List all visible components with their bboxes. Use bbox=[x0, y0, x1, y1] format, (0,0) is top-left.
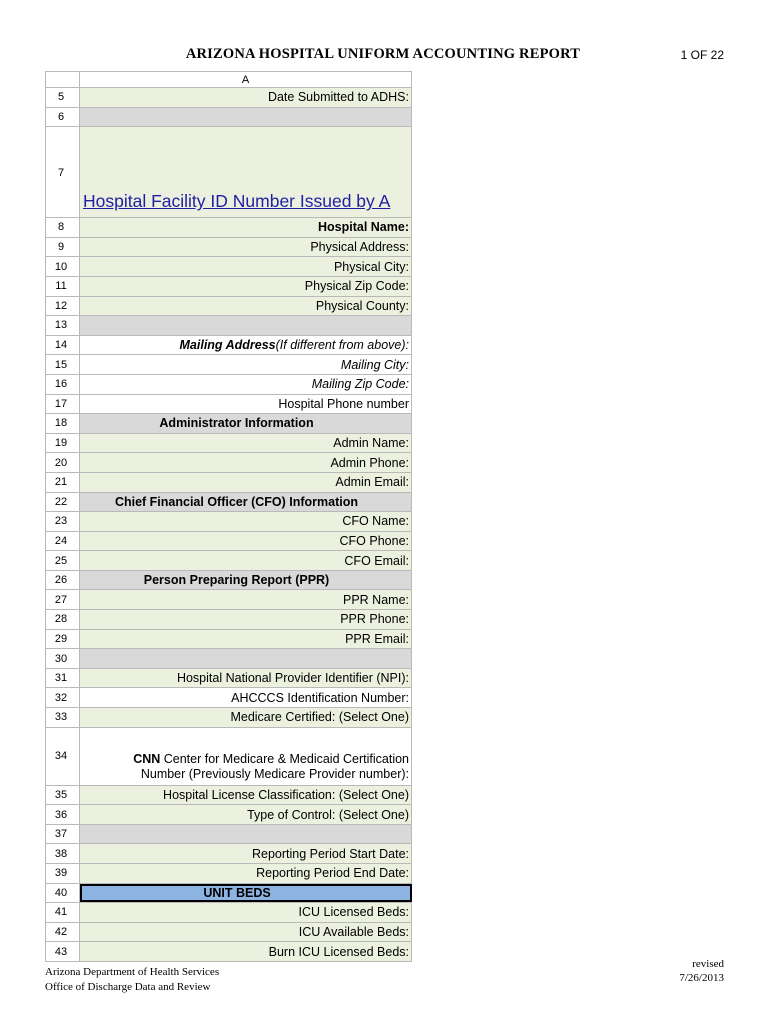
admin-phone-label[interactable]: Admin Phone: bbox=[80, 453, 412, 472]
burn-icu-licensed-beds-label[interactable]: Burn ICU Licensed Beds: bbox=[80, 942, 412, 961]
row-number: 22 bbox=[45, 493, 80, 512]
row-9 bbox=[45, 238, 412, 258]
row-number: 18 bbox=[45, 414, 80, 433]
row-6 bbox=[45, 108, 412, 128]
physical-city-label[interactable]: Physical City: bbox=[80, 257, 412, 276]
row-38 bbox=[45, 844, 412, 864]
row-number: 43 bbox=[45, 942, 80, 961]
row-36 bbox=[45, 805, 412, 825]
row-number: 25 bbox=[45, 551, 80, 570]
footer-agency bbox=[45, 965, 219, 995]
hospital-phone-label[interactable]: Hospital Phone number bbox=[80, 395, 412, 414]
cfo-phone-label[interactable]: CFO Phone: bbox=[80, 532, 412, 551]
row-number: 9 bbox=[45, 238, 80, 257]
row-7 bbox=[45, 127, 412, 218]
column-header-a[interactable]: A bbox=[80, 71, 412, 87]
row-number: 14 bbox=[45, 336, 80, 355]
row-number: 31 bbox=[45, 669, 80, 688]
row-21 bbox=[45, 473, 412, 493]
row-number: 32 bbox=[45, 688, 80, 707]
spacer-cell[interactable] bbox=[80, 649, 412, 668]
row-12 bbox=[45, 297, 412, 317]
row-8 bbox=[45, 218, 412, 238]
section-header-ppr[interactable]: Person Preparing Report (PPR) bbox=[80, 571, 412, 590]
icu-licensed-beds-label[interactable]: ICU Licensed Beds: bbox=[80, 903, 412, 922]
spacer-cell[interactable] bbox=[80, 108, 412, 127]
column-header-row bbox=[45, 71, 412, 88]
row-41 bbox=[45, 903, 412, 923]
row-39 bbox=[45, 864, 412, 884]
row-number: 13 bbox=[45, 316, 80, 335]
row-30 bbox=[45, 649, 412, 669]
cnn-bold: CNN bbox=[133, 751, 161, 766]
row-15 bbox=[45, 355, 412, 375]
row-number: 24 bbox=[45, 532, 80, 551]
physical-zip-label[interactable]: Physical Zip Code: bbox=[80, 277, 412, 296]
hospital-name-label[interactable]: Hospital Name: bbox=[80, 218, 412, 237]
row-33 bbox=[45, 708, 412, 728]
footer-agency-line2: Office of Discharge Data and Review bbox=[45, 981, 211, 993]
row-29 bbox=[45, 630, 412, 650]
spacer-cell[interactable] bbox=[80, 825, 412, 844]
row-37 bbox=[45, 825, 412, 845]
footer-revision bbox=[679, 957, 724, 985]
cnn-label-line2: Number (Previously Medicare Provider number): bbox=[140, 766, 409, 781]
footer-agency-line1: Arizona Department of Health Services bbox=[45, 966, 220, 978]
section-header-administrator[interactable]: Administrator Information bbox=[80, 414, 412, 433]
row-number: 11 bbox=[45, 277, 80, 296]
section-header-cfo[interactable]: Chief Financial Officer (CFO) Information bbox=[80, 493, 412, 512]
row-16 bbox=[45, 375, 412, 395]
cfo-name-label[interactable]: CFO Name: bbox=[80, 512, 412, 531]
corner-cell bbox=[45, 71, 80, 87]
row-14 bbox=[45, 336, 412, 356]
row-number: 28 bbox=[45, 610, 80, 629]
cnn-label[interactable] bbox=[80, 728, 412, 785]
row-number: 19 bbox=[45, 434, 80, 453]
row-22 bbox=[45, 493, 412, 513]
page-number: 1 OF 22 bbox=[680, 48, 724, 62]
row-number: 12 bbox=[45, 297, 80, 316]
row-number: 17 bbox=[45, 395, 80, 414]
ppr-name-label[interactable]: PPR Name: bbox=[80, 590, 412, 609]
row-23 bbox=[45, 512, 412, 532]
row-number: 23 bbox=[45, 512, 80, 531]
section-header-unit-beds[interactable]: UNIT BEDS bbox=[80, 884, 412, 903]
mailing-address-note: (If different from above): bbox=[275, 338, 409, 353]
row-number: 37 bbox=[45, 825, 80, 844]
footer-revised-date: 7/26/2013 bbox=[679, 972, 724, 984]
row-number: 33 bbox=[45, 708, 80, 727]
row-40 bbox=[45, 884, 412, 904]
row-number: 29 bbox=[45, 630, 80, 649]
row-10 bbox=[45, 257, 412, 277]
row-number: 5 bbox=[45, 88, 80, 107]
period-start-label[interactable]: Reporting Period Start Date: bbox=[80, 844, 412, 863]
row-number: 30 bbox=[45, 649, 80, 668]
admin-email-label[interactable]: Admin Email: bbox=[80, 473, 412, 492]
row-number: 7 bbox=[45, 127, 80, 217]
row-25 bbox=[45, 551, 412, 571]
mailing-address-label[interactable] bbox=[80, 336, 412, 355]
cfo-email-label[interactable]: CFO Email: bbox=[80, 551, 412, 570]
row-number: 6 bbox=[45, 108, 80, 127]
row-number: 16 bbox=[45, 375, 80, 394]
row-number: 26 bbox=[45, 571, 80, 590]
mailing-zip-label[interactable]: Mailing Zip Code: bbox=[80, 375, 412, 394]
row-number: 40 bbox=[45, 884, 80, 903]
icu-available-beds-label[interactable]: ICU Available Beds: bbox=[80, 923, 412, 942]
row-number: 36 bbox=[45, 805, 80, 824]
row-11 bbox=[45, 277, 412, 297]
row-26 bbox=[45, 571, 412, 591]
row-19 bbox=[45, 434, 412, 454]
row-number: 34 bbox=[45, 728, 80, 785]
report-title: ARIZONA HOSPITAL UNIFORM ACCOUNTING REPORT bbox=[185, 46, 581, 62]
row-13 bbox=[45, 316, 412, 336]
row-27 bbox=[45, 590, 412, 610]
row-number: 10 bbox=[45, 257, 80, 276]
ppr-email-label[interactable]: PPR Email: bbox=[80, 630, 412, 649]
row-number: 15 bbox=[45, 355, 80, 374]
row-number: 35 bbox=[45, 786, 80, 805]
cnn-label-line1 bbox=[133, 752, 409, 767]
type-of-control-label[interactable]: Type of Control: (Select One) bbox=[80, 805, 412, 824]
facility-id-link[interactable]: Hospital Facility ID Number Issued by A bbox=[83, 191, 391, 212]
row-32 bbox=[45, 688, 412, 708]
license-classification-label[interactable]: Hospital License Classification: (Select One) bbox=[80, 786, 412, 805]
footer-revised-label: revised bbox=[692, 958, 724, 970]
row-20 bbox=[45, 453, 412, 473]
row-number: 41 bbox=[45, 903, 80, 922]
ahcccs-id-label[interactable]: AHCCCS Identification Number: bbox=[80, 688, 412, 707]
spreadsheet-grid bbox=[45, 71, 412, 962]
row-42 bbox=[45, 923, 412, 943]
row-35 bbox=[45, 786, 412, 806]
row-34 bbox=[45, 728, 412, 786]
row-18 bbox=[45, 414, 412, 434]
npi-label[interactable]: Hospital National Provider Identifier (NPI): bbox=[80, 669, 412, 688]
spacer-cell[interactable] bbox=[80, 316, 412, 335]
period-end-label[interactable]: Reporting Period End Date: bbox=[80, 864, 412, 883]
ppr-phone-label[interactable]: PPR Phone: bbox=[80, 610, 412, 629]
row-number: 8 bbox=[45, 218, 80, 237]
mailing-city-label[interactable]: Mailing City: bbox=[80, 355, 412, 374]
row-24 bbox=[45, 532, 412, 552]
mailing-address-bold: Mailing Address bbox=[179, 338, 276, 353]
row-17 bbox=[45, 395, 412, 415]
admin-name-label[interactable]: Admin Name: bbox=[80, 434, 412, 453]
date-submitted-label[interactable]: Date Submitted to ADHS: bbox=[80, 88, 412, 107]
row-number: 21 bbox=[45, 473, 80, 492]
row-number: 20 bbox=[45, 453, 80, 472]
row-28 bbox=[45, 610, 412, 630]
medicare-certified-label[interactable]: Medicare Certified: (Select One) bbox=[80, 708, 412, 727]
cnn-label-rest: Center for Medicare & Medicaid Certification bbox=[160, 751, 409, 766]
row-31 bbox=[45, 669, 412, 689]
row-number: 38 bbox=[45, 844, 80, 863]
row-5 bbox=[45, 88, 412, 108]
physical-county-label[interactable]: Physical County: bbox=[80, 297, 412, 316]
row-number: 39 bbox=[45, 864, 80, 883]
row-number: 42 bbox=[45, 923, 80, 942]
row-number: 27 bbox=[45, 590, 80, 609]
facility-id-link-cell[interactable] bbox=[80, 127, 412, 217]
physical-address-label[interactable]: Physical Address: bbox=[80, 238, 412, 257]
row-43 bbox=[45, 942, 412, 962]
